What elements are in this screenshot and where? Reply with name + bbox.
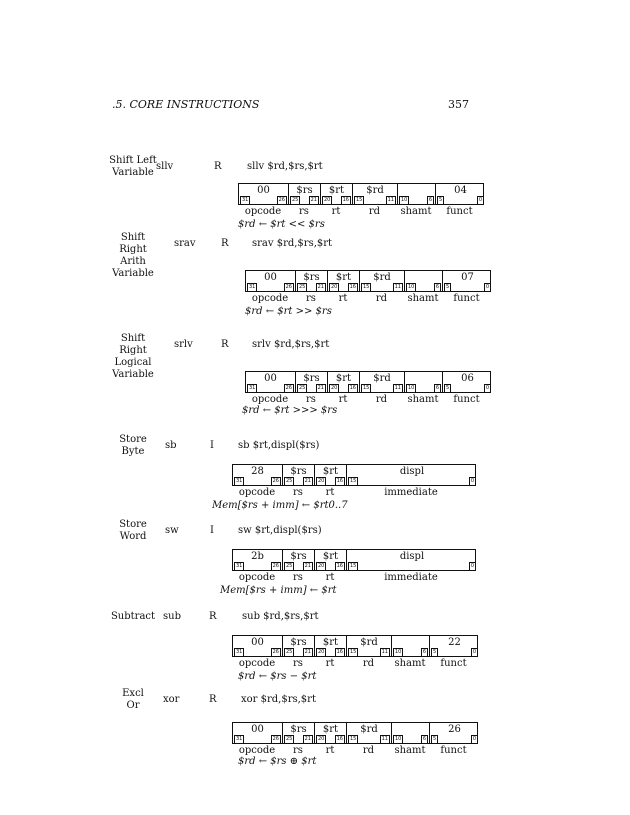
field-value: $rs: [290, 724, 307, 735]
encoding-field-opcode: [246, 372, 296, 392]
field-label: rd: [368, 206, 381, 217]
bit-number-high: 10: [395, 649, 402, 655]
encoding-field-immediate: [347, 550, 477, 570]
bit-number-high: 31: [236, 649, 243, 655]
field-value: $rd: [360, 637, 378, 648]
encoding-field-rs: [283, 723, 315, 743]
bit-number-high: 20: [331, 284, 338, 290]
bit-number-high: 25: [286, 478, 293, 484]
field-label: rs: [293, 572, 303, 583]
field-value: $rs: [303, 373, 320, 384]
assembly-syntax: sllv $rd,$rs,$rt: [247, 161, 323, 172]
field-label: shamt: [400, 206, 432, 217]
instruction-name-line: Subtract: [110, 611, 156, 622]
encoding-field-rs: [296, 271, 328, 291]
instruction-name: [108, 232, 158, 280]
field-value: 00: [264, 272, 277, 283]
bit-number-high: 31: [249, 385, 256, 391]
field-label: funct: [440, 745, 467, 756]
bit-number-low: 0: [472, 649, 476, 655]
bit-number-low: 21: [310, 197, 317, 203]
encoding-field-immediate: [347, 465, 477, 485]
field-value: 04: [454, 185, 467, 196]
encoding-field-rt: [315, 636, 347, 656]
encoding-diagram: [238, 183, 484, 205]
instruction-name: [108, 434, 158, 458]
field-value: $rt: [328, 185, 345, 196]
bit-number-high: 10: [408, 284, 415, 290]
bit-number-low: 16: [349, 385, 356, 391]
bit-number-high: 31: [236, 563, 243, 569]
bit-number-high: 5: [439, 197, 443, 203]
instruction-entry-xor: [0, 688, 630, 767]
field-value: 00: [251, 637, 264, 648]
bit-number-low: 11: [394, 385, 401, 391]
bit-number-low: 26: [272, 478, 279, 484]
bit-number-high: 20: [318, 563, 325, 569]
field-value: $rt: [322, 637, 339, 648]
bit-number-high: 5: [433, 649, 437, 655]
bit-number-high: 15: [350, 736, 357, 742]
bit-number-high: 20: [318, 478, 325, 484]
bit-number-low: 11: [381, 649, 388, 655]
bit-number-low: 21: [304, 736, 311, 742]
bit-number-low: 0: [485, 284, 489, 290]
bit-number-high: 20: [318, 649, 325, 655]
field-label: shamt: [407, 293, 439, 304]
field-label: rt: [325, 487, 335, 498]
field-label: rs: [306, 394, 316, 405]
field-label: rt: [325, 572, 335, 583]
instruction-entry-srav: [0, 232, 630, 317]
encoding-field-funct: [430, 723, 479, 743]
encoding-field-shamt: [405, 271, 443, 291]
instruction-name-line: Store: [119, 434, 147, 445]
bit-number-low: 21: [304, 563, 311, 569]
encoding-diagram: [245, 371, 491, 393]
bit-number-low: 26: [285, 385, 292, 391]
encoding-field-rt: [328, 372, 360, 392]
encoding-field-rs: [283, 550, 315, 570]
field-label: opcode: [238, 487, 276, 498]
encoding-field-rs: [283, 465, 315, 485]
field-value: 26: [448, 724, 461, 735]
encoding-field-opcode: [239, 184, 289, 204]
bit-number-high: 15: [356, 197, 363, 203]
instruction-type: R: [209, 611, 217, 622]
instruction-name-line: Or: [126, 700, 140, 711]
bit-number-low: 16: [336, 649, 343, 655]
field-label: rt: [325, 745, 335, 756]
field-value: 06: [461, 373, 474, 384]
field-label: rs: [299, 206, 309, 217]
bit-number-high: 31: [236, 478, 243, 484]
semantics: Mem[$rs + imm] ← $rt0..7: [212, 500, 348, 511]
field-label: rs: [306, 293, 316, 304]
bit-number-low: 16: [342, 197, 349, 203]
instruction-name-line: Word: [119, 531, 147, 542]
field-value: $rd: [366, 185, 384, 196]
bit-number-high: 20: [331, 385, 338, 391]
instruction-type: R: [221, 238, 229, 249]
encoding-field-funct: [436, 184, 485, 204]
bit-number-high: 5: [446, 385, 450, 391]
bit-number-low: 6: [422, 649, 426, 655]
bit-number-low: 6: [428, 197, 432, 203]
field-label: rs: [293, 487, 303, 498]
field-label: rd: [375, 293, 388, 304]
page-number: 357: [448, 98, 469, 111]
field-label: immediate: [384, 572, 438, 583]
bit-number-high: 10: [401, 197, 408, 203]
section-title: .5. CORE INSTRUCTIONS: [112, 98, 260, 111]
encoding-field-shamt: [392, 723, 430, 743]
field-label: rd: [362, 658, 375, 669]
instruction-type: R: [221, 339, 229, 350]
encoding-field-rs: [289, 184, 321, 204]
field-label: funct: [446, 206, 473, 217]
field-label: opcode: [238, 572, 276, 583]
field-value: $rt: [335, 272, 352, 283]
field-value: $rt: [322, 551, 339, 562]
mnemonic: sub: [163, 611, 181, 622]
bit-number-low: 0: [485, 385, 489, 391]
bit-number-high: 25: [299, 385, 306, 391]
bit-number-high: 25: [286, 736, 293, 742]
bit-number-low: 6: [435, 385, 439, 391]
encoding-field-opcode: [233, 550, 283, 570]
bit-number-high: 20: [318, 736, 325, 742]
instruction-entry-sb: [0, 434, 630, 511]
mnemonic: sb: [165, 440, 177, 451]
assembly-syntax: srav $rd,$rs,$rt: [252, 238, 333, 249]
mnemonic: srav: [174, 238, 196, 249]
instruction-entry-sllv: [0, 155, 630, 230]
bit-number-high: 15: [363, 284, 370, 290]
bit-number-high: 5: [433, 736, 437, 742]
bit-number-high: 15: [363, 385, 370, 391]
mnemonic: sw: [165, 525, 179, 536]
assembly-syntax: xor $rd,$rs,$rt: [241, 694, 316, 705]
encoding-field-opcode: [233, 723, 283, 743]
bit-number-low: 0: [470, 563, 474, 569]
bit-number-high: 15: [350, 649, 357, 655]
field-value: $rs: [303, 272, 320, 283]
encoding-diagram: [232, 635, 478, 657]
field-label: funct: [453, 293, 480, 304]
field-value: displ: [399, 551, 425, 562]
semantics: Mem[$rs + imm] ← $rt: [220, 585, 337, 596]
bit-number-low: 0: [472, 736, 476, 742]
field-label: opcode: [238, 658, 276, 669]
field-label: shamt: [394, 745, 426, 756]
bit-number-low: 16: [336, 736, 343, 742]
bit-number-high: 5: [446, 284, 450, 290]
field-value: 2b: [251, 551, 264, 562]
semantics: $rd ← $rt << $rs: [238, 219, 325, 230]
encoding-field-rt: [315, 465, 347, 485]
mnemonic: xor: [163, 694, 180, 705]
field-label: rt: [338, 394, 348, 405]
encoding-field-rt: [328, 271, 360, 291]
encoding-field-rd: [360, 271, 405, 291]
field-value: $rt: [322, 466, 339, 477]
instruction-name: [108, 688, 158, 712]
mnemonic: sllv: [156, 161, 174, 172]
instruction-entry-sub: [0, 611, 630, 682]
bit-number-low: 11: [387, 197, 394, 203]
instruction-name-line: Variable: [112, 167, 154, 178]
assembly-syntax: srlv $rd,$rs,$rt: [252, 339, 330, 350]
bit-number-high: 10: [408, 385, 415, 391]
instruction-name-line: Variable: [112, 268, 154, 279]
assembly-syntax: sb $rt,displ($rs): [238, 440, 320, 451]
semantics: $rd ← $rt >> $rs: [245, 306, 332, 317]
bit-number-low: 16: [349, 284, 356, 290]
bit-number-high: 10: [395, 736, 402, 742]
bit-number-low: 0: [478, 197, 482, 203]
bit-number-high: 25: [292, 197, 299, 203]
instruction-entry-srlv: [0, 333, 630, 416]
instruction-name-line: Byte: [121, 446, 145, 457]
field-value: 28: [251, 466, 264, 477]
instruction-name: [108, 611, 158, 623]
bit-number-low: 0: [470, 478, 474, 484]
field-value: $rs: [290, 637, 307, 648]
encoding-field-opcode: [233, 465, 283, 485]
encoding-field-shamt: [398, 184, 436, 204]
field-value: $rt: [335, 373, 352, 384]
bit-number-high: 15: [350, 563, 357, 569]
assembly-syntax: sw $rt,displ($rs): [238, 525, 322, 536]
instruction-type: I: [210, 525, 214, 536]
encoding-field-rd: [347, 636, 392, 656]
bit-number-high: 20: [324, 197, 331, 203]
bit-number-high: 25: [286, 563, 293, 569]
bit-number-low: 16: [336, 563, 343, 569]
field-value: 00: [251, 724, 264, 735]
field-value: $rs: [296, 185, 313, 196]
instruction-type: R: [209, 694, 217, 705]
encoding-field-funct: [443, 372, 492, 392]
instruction-type: I: [210, 440, 214, 451]
semantics: $rd ← $rs − $rt: [238, 671, 317, 682]
instruction-name-line: Variable: [112, 369, 154, 380]
bit-number-low: 26: [278, 197, 285, 203]
bit-number-low: 21: [304, 478, 311, 484]
encoding-field-funct: [430, 636, 479, 656]
field-value: $rd: [373, 373, 391, 384]
field-value: displ: [399, 466, 425, 477]
bit-number-high: 31: [242, 197, 249, 203]
field-label: rd: [362, 745, 375, 756]
encoding-field-rd: [347, 723, 392, 743]
bit-number-low: 6: [435, 284, 439, 290]
field-value: 07: [461, 272, 474, 283]
bit-number-low: 26: [272, 736, 279, 742]
field-value: 00: [264, 373, 277, 384]
field-label: shamt: [394, 658, 426, 669]
encoding-field-rd: [360, 372, 405, 392]
field-label: rs: [293, 658, 303, 669]
encoding-field-opcode: [246, 271, 296, 291]
instruction-name: [108, 333, 158, 381]
bit-number-low: 21: [317, 385, 324, 391]
bit-number-high: 25: [299, 284, 306, 290]
instruction-name-line: Arith: [120, 256, 146, 267]
field-label: immediate: [384, 487, 438, 498]
field-label: rs: [293, 745, 303, 756]
field-value: 22: [448, 637, 461, 648]
instruction-name-line: Store: [119, 519, 147, 530]
encoding-field-rd: [353, 184, 398, 204]
instruction-name-line: Shift Right: [119, 333, 147, 356]
encoding-diagram: [232, 549, 476, 571]
instruction-type: R: [214, 161, 222, 172]
field-value: $rs: [290, 551, 307, 562]
field-value: $rd: [373, 272, 391, 283]
bit-number-high: 31: [236, 736, 243, 742]
bit-number-low: 6: [422, 736, 426, 742]
field-value: $rd: [360, 724, 378, 735]
field-label: funct: [453, 394, 480, 405]
encoding-diagram: [245, 270, 491, 292]
instruction-name-line: Shift Left: [109, 155, 157, 166]
field-value: 00: [257, 185, 270, 196]
bit-number-low: 26: [272, 649, 279, 655]
bit-number-low: 21: [304, 649, 311, 655]
assembly-syntax: sub $rd,$rs,$rt: [242, 611, 319, 622]
bit-number-low: 26: [272, 563, 279, 569]
field-label: shamt: [407, 394, 439, 405]
instruction-name-line: Shift Right: [119, 232, 147, 255]
semantics: $rd ← $rt >>> $rs: [242, 405, 338, 416]
encoding-field-rs: [283, 636, 315, 656]
field-label: rd: [375, 394, 388, 405]
encoding-field-rt: [315, 723, 347, 743]
field-label: funct: [440, 658, 467, 669]
semantics: $rd ← $rs ⊕ $rt: [238, 756, 317, 767]
encoding-field-rt: [315, 550, 347, 570]
bit-number-low: 16: [336, 478, 343, 484]
field-label: rt: [325, 658, 335, 669]
field-value: $rt: [322, 724, 339, 735]
field-value: $rs: [290, 466, 307, 477]
field-label: opcode: [251, 293, 289, 304]
bit-number-high: 25: [286, 649, 293, 655]
field-label: rt: [338, 293, 348, 304]
encoding-field-rs: [296, 372, 328, 392]
field-label: opcode: [244, 206, 282, 217]
encoding-field-opcode: [233, 636, 283, 656]
encoding-diagram: [232, 722, 478, 744]
instruction-name: [108, 519, 158, 543]
bit-number-high: 31: [249, 284, 256, 290]
mnemonic: srlv: [174, 339, 193, 350]
field-label: rt: [331, 206, 341, 217]
field-label: opcode: [251, 394, 289, 405]
instruction-entry-sw: [0, 519, 630, 596]
instruction-name-line: Logical: [114, 357, 152, 368]
instruction-name: [108, 155, 158, 179]
encoding-field-funct: [443, 271, 492, 291]
bit-number-low: 11: [394, 284, 401, 290]
encoding-field-shamt: [392, 636, 430, 656]
encoding-field-rt: [321, 184, 353, 204]
bit-number-low: 26: [285, 284, 292, 290]
bit-number-high: 15: [350, 478, 357, 484]
bit-number-low: 11: [381, 736, 388, 742]
bit-number-low: 21: [317, 284, 324, 290]
encoding-field-shamt: [405, 372, 443, 392]
field-label: opcode: [238, 745, 276, 756]
instruction-name-line: Excl: [122, 688, 144, 699]
encoding-diagram: [232, 464, 476, 486]
